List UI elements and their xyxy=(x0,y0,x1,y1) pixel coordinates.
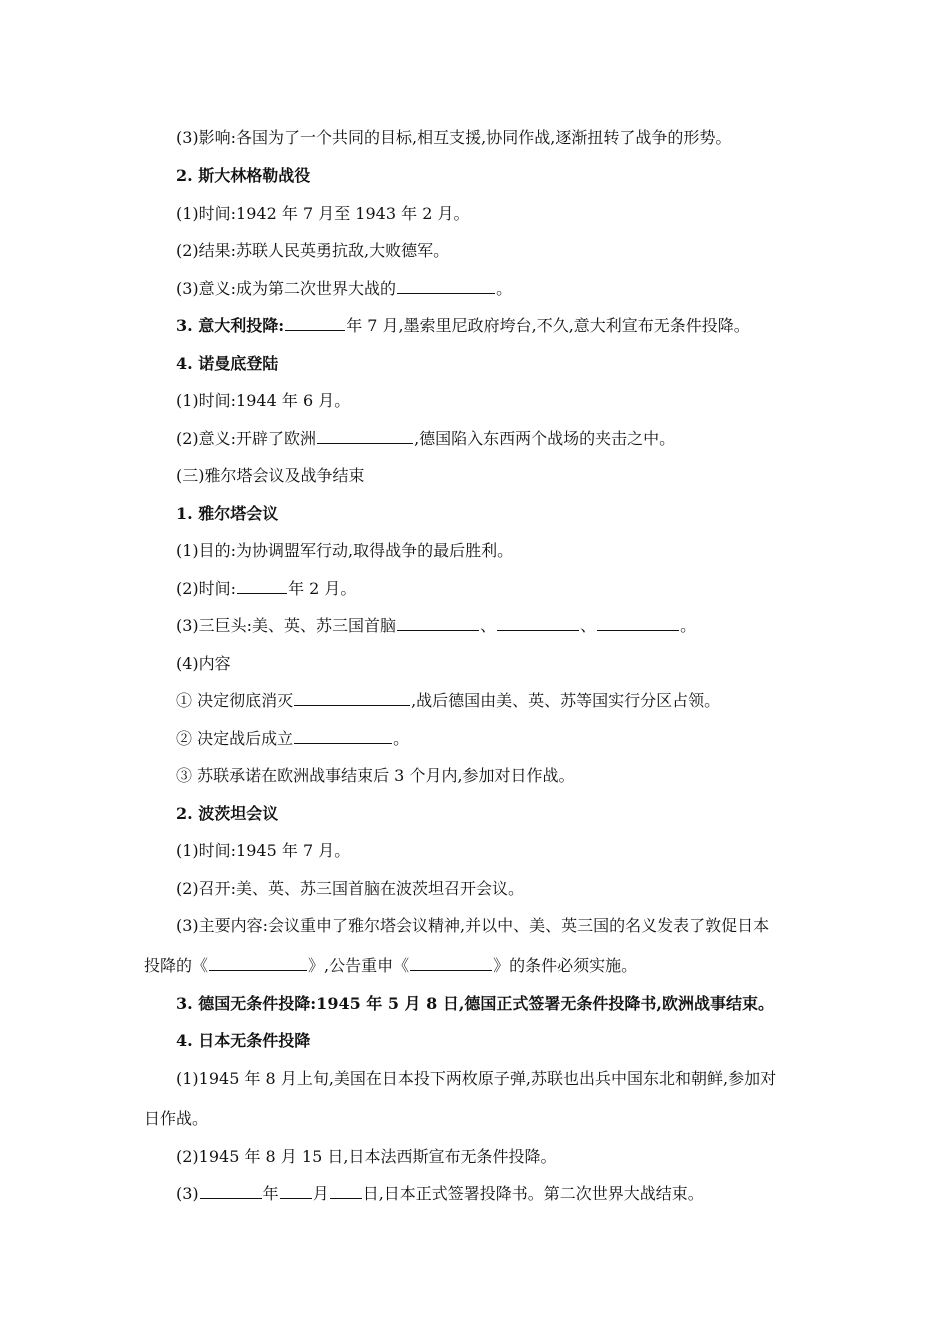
text-segment: 4. 诺曼底登陆 xyxy=(176,354,279,373)
text-segment: (2)结果:苏联人民英勇抗敌,大败德军。 xyxy=(176,241,450,260)
text-line xyxy=(176,127,810,149)
text-segment: ,德国陷入东西两个战场的夹击之中。 xyxy=(414,429,676,448)
text-line xyxy=(144,1108,810,1130)
text-line xyxy=(176,690,810,712)
text-line xyxy=(176,315,810,337)
text-segment: 。 xyxy=(496,279,513,298)
text-line xyxy=(144,955,810,977)
text-segment: (2)召开:美、英、苏三国首脑在波茨坦召开会议。 xyxy=(176,879,525,898)
text-segment: 年 2 月。 xyxy=(288,579,357,598)
fill-in-blank[interactable] xyxy=(200,1184,262,1199)
text-line xyxy=(176,653,810,675)
text-segment: 》,公告重申《 xyxy=(308,956,410,975)
text-segment: 3. 德国无条件投降:1945 年 5 月 8 日,德国正式签署无条件投降书,欧洲战事结束。 xyxy=(176,994,774,1013)
text-line xyxy=(176,240,810,262)
text-line xyxy=(176,728,810,750)
section-heading xyxy=(176,503,810,525)
text-line xyxy=(176,1183,810,1205)
text-segment: 2. 斯大林格勒战役 xyxy=(176,166,311,185)
text-segment: (3)主要内容:会议重申了雅尔塔会议精神,并以中、美、英三国的名义发表了敦促日本 xyxy=(176,916,770,935)
text-segment: 2. 波茨坦会议 xyxy=(176,804,279,823)
text-segment: 年 7 月,墨索里尼政府垮台,不久,意大利宣布无条件投降。 xyxy=(346,316,750,335)
text-segment: ,战后德国由美、英、苏等国实行分区占领。 xyxy=(411,691,721,710)
text-segment: (3)意义:成为第二次世界大战的 xyxy=(176,279,397,298)
section-heading xyxy=(176,165,810,187)
fill-in-blank[interactable] xyxy=(294,691,410,706)
text-line xyxy=(176,203,810,225)
text-line xyxy=(176,578,810,600)
text-segment: ③ 苏联承诺在欧洲战事结束后 3 个月内,参加对日作战。 xyxy=(176,766,575,785)
text-segment: (1)目的:为协调盟军行动,取得战争的最后胜利。 xyxy=(176,541,514,560)
text-segment: (2)意义:开辟了欧洲 xyxy=(176,429,317,448)
text-segment: (1)时间:1944 年 6 月。 xyxy=(176,391,351,410)
text-segment: 》的条件必须实施。 xyxy=(493,956,638,975)
text-segment: 年 xyxy=(262,1184,279,1203)
text-segment: (2)时间: xyxy=(176,579,237,598)
text-line xyxy=(176,390,810,412)
text-segment: (3)三巨头:美、英、苏三国首脑 xyxy=(176,616,397,635)
fill-in-blank[interactable] xyxy=(397,616,479,631)
text-line xyxy=(176,615,810,637)
text-line xyxy=(176,915,810,937)
section-heading xyxy=(176,353,810,375)
fill-in-blank[interactable] xyxy=(397,279,495,294)
section-heading xyxy=(176,803,810,825)
text-segment: 、 xyxy=(480,616,497,635)
text-segment: 3. 意大利投降: xyxy=(176,316,285,335)
text-segment: 日作战。 xyxy=(144,1109,209,1128)
text-segment: (3) xyxy=(176,1184,199,1203)
text-segment: (1)时间:1945 年 7 月。 xyxy=(176,841,351,860)
text-segment: (1)时间:1942 年 7 月至 1943 年 2 月。 xyxy=(176,204,470,223)
fill-in-blank[interactable] xyxy=(317,429,413,444)
text-segment: 4. 日本无条件投降 xyxy=(176,1031,311,1050)
section-heading xyxy=(176,993,810,1015)
text-segment: 、 xyxy=(580,616,597,635)
text-line xyxy=(176,465,810,487)
text-segment: (2)1945 年 8 月 15 日,日本法西斯宣布无条件投降。 xyxy=(176,1147,557,1166)
text-line xyxy=(176,765,810,787)
fill-in-blank[interactable] xyxy=(410,956,492,971)
text-line xyxy=(176,278,810,300)
fill-in-blank[interactable] xyxy=(209,956,307,971)
text-line xyxy=(176,1146,810,1168)
text-segment: (三)雅尔塔会议及战争结束 xyxy=(176,466,365,485)
fill-in-blank[interactable] xyxy=(597,616,679,631)
text-segment: 。 xyxy=(680,616,697,635)
text-line xyxy=(176,840,810,862)
text-line xyxy=(176,540,810,562)
text-segment: 月 xyxy=(312,1184,329,1203)
fill-in-blank[interactable] xyxy=(237,579,287,594)
text-segment: ① 决定彻底消灭 xyxy=(176,691,294,710)
text-segment: (3)影响:各国为了一个共同的目标,相互支援,协同作战,逐渐扭转了战争的形势。 xyxy=(176,128,732,147)
text-line xyxy=(176,878,810,900)
text-segment: (4)内容 xyxy=(176,654,231,673)
text-line xyxy=(176,1068,810,1090)
section-heading xyxy=(176,1030,810,1052)
fill-in-blank[interactable] xyxy=(294,729,392,744)
text-segment: 日,日本正式签署投降书。第二次世界大战结束。 xyxy=(362,1184,704,1203)
fill-in-blank[interactable] xyxy=(280,1184,312,1199)
text-segment: 投降的《 xyxy=(144,956,209,975)
text-segment: ② 决定战后成立 xyxy=(176,729,294,748)
text-segment: (1)1945 年 8 月上旬,美国在日本投下两枚原子弹,苏联也出兵中国东北和朝鲜,参加对 xyxy=(176,1069,777,1088)
fill-in-blank[interactable] xyxy=(497,616,579,631)
fill-in-blank[interactable] xyxy=(330,1184,362,1199)
text-segment: 。 xyxy=(393,729,410,748)
text-line xyxy=(176,428,810,450)
fill-in-blank[interactable] xyxy=(285,316,345,331)
text-segment: 1. 雅尔塔会议 xyxy=(176,504,279,523)
